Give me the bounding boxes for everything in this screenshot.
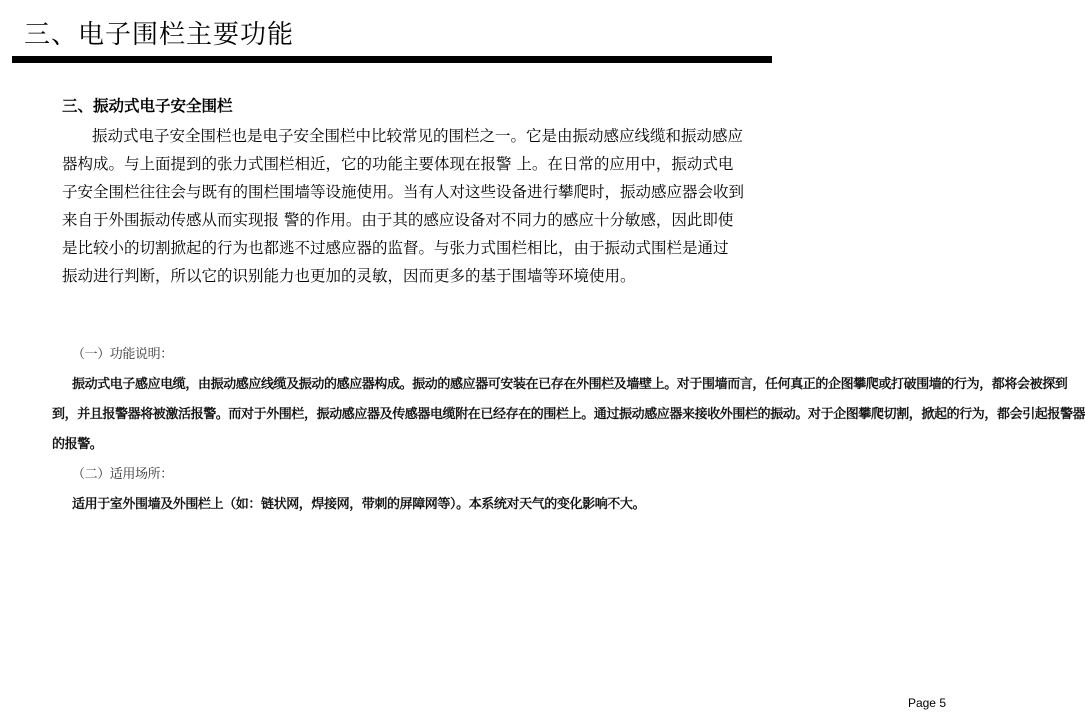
scope-line: 适用于室外围墙及外围栏上（如：链状网，焊接网，带刺的屏障网等）。本系统对天气的变化影响不大。 [72, 497, 646, 512]
function-line: 到，并且报警器将被激活报警。而对于外围栏，振动感应器及传感器电缆附在已经存在的围栏上。通过振动感应器来接收外围栏的振动。对于企图攀爬切割，掀起的行为，都会引起报警器 [52, 407, 1085, 422]
paragraph-line: 振动式电子安全围栏也是电子安全围栏中比较常见的围栏之一。它是由振动感应线缆和振动感应 [92, 127, 744, 145]
main-content [62, 96, 892, 290]
function-heading: （一）功能说明： [72, 347, 173, 362]
slide-title: 三、电子围栏主要功能 [24, 20, 295, 50]
scope-heading: （二）适用场所： [72, 467, 173, 482]
paragraph-line: 来自于外围振动传感从而实现报 警的作用。由于其的感应设备对不同力的感应十分敏感，因此即使 [62, 211, 734, 229]
paragraph-line: 器构成。与上面提到的张力式围栏相近，它的功能主要体现在报警 上。在日常的应用中，振动式电 [62, 155, 734, 173]
paragraph-line: 振动进行判断，所以它的识别能力也更加的灵敏，因而更多的基于围墙等环境使用。 [62, 267, 636, 285]
function-line: 的报警。 [52, 437, 103, 452]
paragraph-line: 子安全围栏往往会与既有的围栏围墙等设施使用。当有人对这些设备进行攀爬时，振动感应器会收到 [62, 183, 745, 201]
page-number: Page 5 [907, 696, 946, 710]
title-underline [12, 56, 772, 63]
embedded-text-image [52, 340, 1085, 520]
paragraph-line: 是比较小的切割掀起的行为也都逃不过感应器的监督。与张力式围栏相比，由于振动式围栏是通过 [62, 239, 729, 257]
section-heading: 三、振动式电子安全围栏 [62, 97, 233, 115]
section-paragraph [62, 122, 892, 290]
function-line: 振动式电子感应电缆，由振动感应线缆及振动的感应器构成。振动的感应器可安装在已存在外围栏及墙壁上。对于围墙而言，任何真正的企图攀爬或打破围墙的行为，都将会被探到 [72, 377, 1068, 392]
